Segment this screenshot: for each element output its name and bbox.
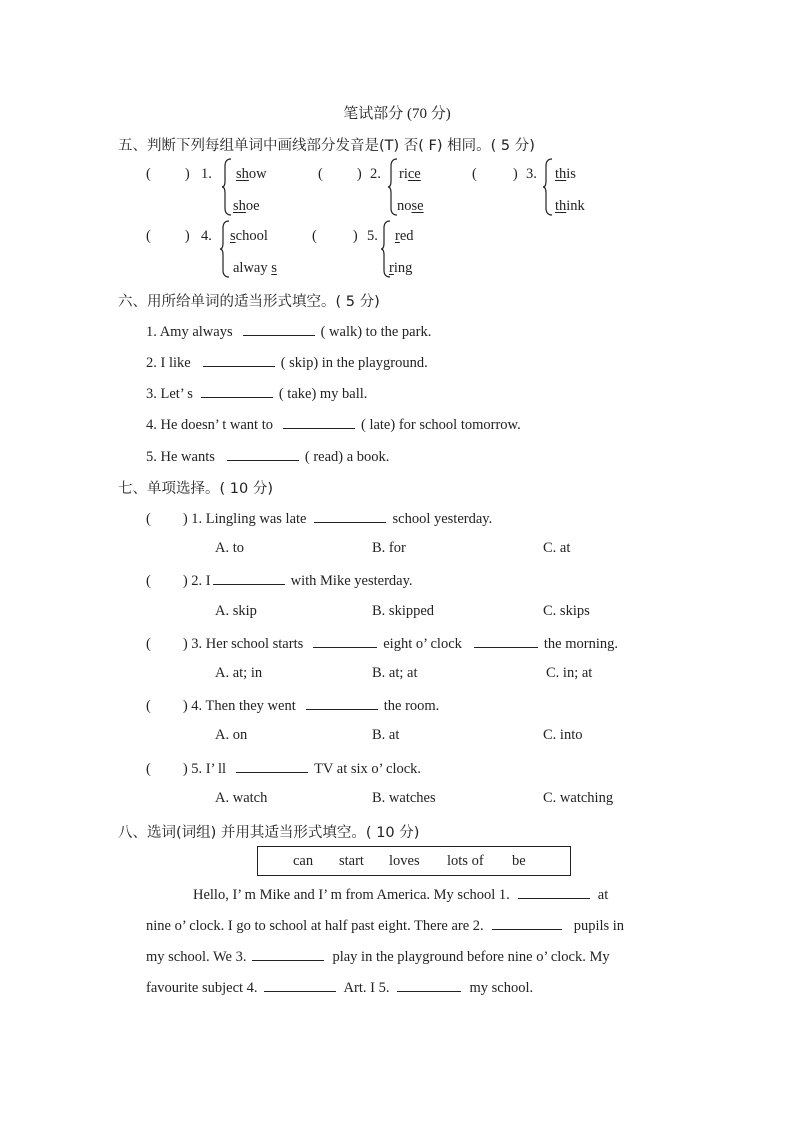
answer-blank[interactable] [236,759,308,773]
item-number: 2. [370,166,381,182]
answer-blank[interactable] [227,447,299,461]
answer-blank[interactable] [203,353,275,367]
section-7-heading: 七、单项选择。( 10 分) [118,481,273,497]
word-rice: rice [399,166,421,182]
word-bank-item: loves [389,853,420,869]
answer-blank[interactable] [474,634,538,648]
option-c[interactable]: C. in; at [546,665,593,681]
fill-sentence-3: 3. Let’ s ( take) my ball. [146,386,368,402]
mc-question-1: ( ) 1. Lingling was late school yesterday. [146,511,493,527]
mc-question-2: ( ) 2. I with Mike yesterday. [146,573,413,589]
mc-question-3: ( ) 3. Her school starts eight o’ clock the morning. [146,636,619,652]
word-red: red [395,228,414,244]
item-number: 5. [367,228,378,244]
option-a[interactable]: A. at; in [215,665,263,681]
answer-blank[interactable] [264,978,336,992]
word-always: alway s [233,260,277,276]
answer-blank[interactable] [283,415,355,429]
page-title: 笔试部分 (70 分) [343,106,451,122]
brace-icon [543,158,553,216]
option-b[interactable]: B. watches [372,790,436,806]
option-c[interactable]: C. skips [543,603,590,619]
answer-blank[interactable] [252,947,324,961]
brace-icon [220,220,230,278]
answer-paren-5-5[interactable]: ( ) [312,228,358,244]
mc-question-5: ( ) 5. I’ ll TV at six o’ clock. [146,761,422,777]
word-bank-item: start [339,853,364,869]
answer-blank[interactable] [492,916,562,930]
answer-blank[interactable] [518,885,590,899]
fill-sentence-1: 1. Amy always ( walk) to the park. [146,324,432,340]
mc-question-4: ( ) 4. Then they went the room. [146,698,440,714]
answer-blank[interactable] [397,978,461,992]
option-a[interactable]: A. to [215,540,244,556]
word-show: show [236,166,267,182]
answer-paren-5-3[interactable]: ( ) [472,166,518,182]
word-bank-item: lots of [447,853,484,869]
answer-blank[interactable] [201,384,273,398]
option-c[interactable]: C. into [543,727,583,743]
section-5-heading: 五、判断下列每组单词中画线部分发音是(T) 否( F) 相同。( 5 分) [118,138,535,154]
answer-paren-5-2[interactable]: ( ) [318,166,362,182]
answer-blank[interactable] [313,634,377,648]
answer-paren-5-1[interactable]: ( ) [146,166,190,182]
word-bank-item: be [512,853,526,869]
word-think: think [555,198,585,214]
answer-blank[interactable] [306,696,378,710]
fill-sentence-5: 5. He wants ( read) a book. [146,449,390,465]
answer-paren-5-4[interactable]: ( ) [146,228,190,244]
option-c[interactable]: C. at [543,540,571,556]
option-a[interactable]: A. skip [215,603,257,619]
answer-blank[interactable] [243,322,315,336]
option-a[interactable]: A. watch [215,790,268,806]
word-bank-item: can [293,853,314,869]
option-b[interactable]: B. skipped [372,603,435,619]
option-b[interactable]: B. at [372,727,400,743]
fill-sentence-2: 2. I like ( skip) in the playground. [146,355,428,371]
item-number: 1. [201,166,212,182]
answer-blank[interactable] [213,571,285,585]
passage-line-4: favourite subject 4. Art. I 5. my school. [146,980,534,996]
word-shoe: shoe [233,198,260,214]
option-a[interactable]: A. on [215,727,248,743]
word-school: school [230,228,268,244]
option-b[interactable]: B. for [372,540,406,556]
word-nose: nose [397,198,424,214]
passage-line-3: my school. We 3. play in the playground before nine o’ clock. My [146,949,610,965]
passage-line-1: Hello, I’ m Mike and I’ m from America. My school 1. at [193,887,609,903]
option-c[interactable]: C. watching [543,790,614,806]
answer-blank[interactable] [314,509,386,523]
item-number: 4. [201,228,212,244]
word-this: this [555,166,576,182]
brace-icon [222,158,232,216]
section-8-heading: 八、选词(词组) 并用其适当形式填空。( 10 分) [118,825,420,841]
option-b[interactable]: B. at; at [372,665,418,681]
word-ring: ring [389,260,413,276]
section-6-heading: 六、用所给单词的适当形式填空。( 5 分) [118,294,380,310]
passage-line-2: nine o’ clock. I go to school at half past eight. There are 2. pupils in [146,918,625,934]
item-number: 3. [526,166,537,182]
fill-sentence-4: 4. He doesn’ t want to ( late) for school tomorrow. [146,417,521,433]
